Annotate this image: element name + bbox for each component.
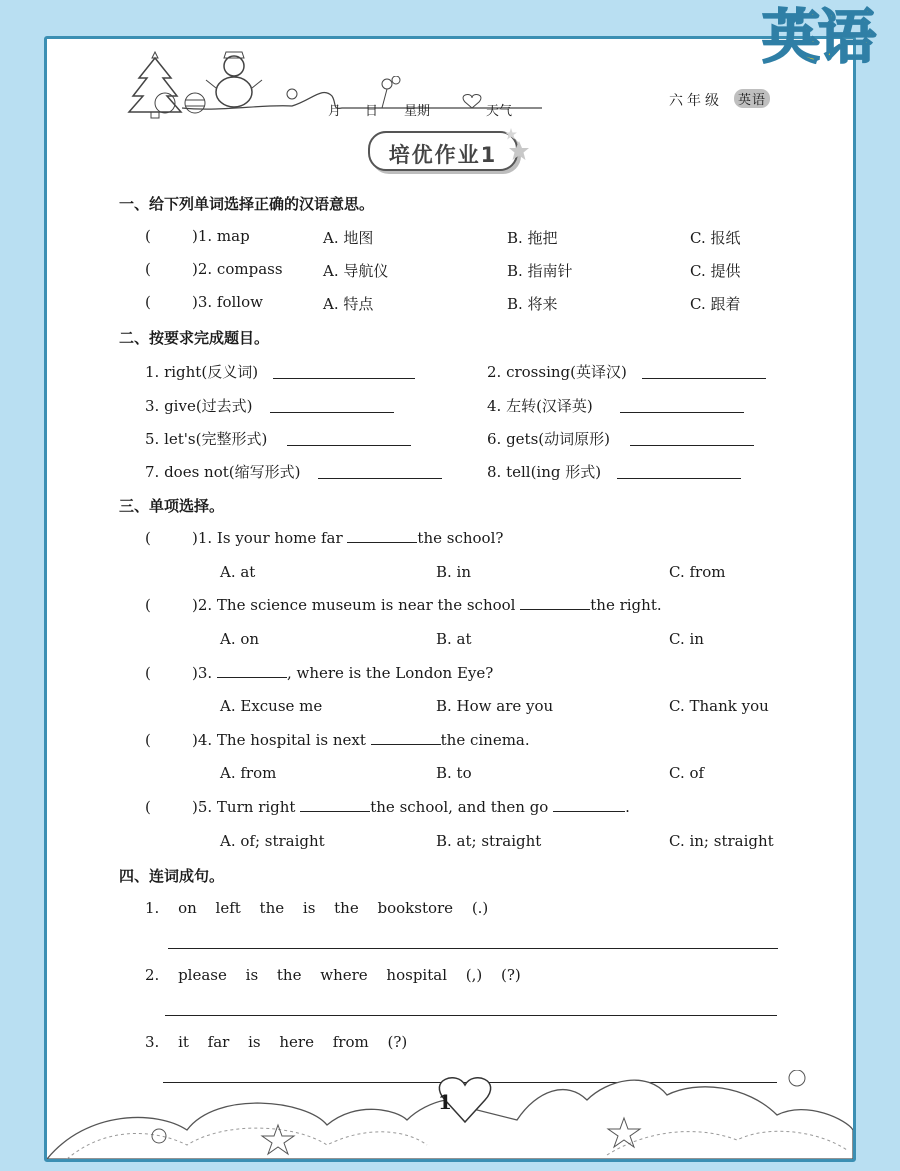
page-title: 培优作业1 <box>388 143 498 167</box>
grade-subject: 英语 <box>734 89 770 108</box>
answer-bracket[interactable]: ( <box>145 227 151 245</box>
question-text: )5. Turn right the school, and then go . <box>192 798 630 816</box>
task-text: 8. tell(ing 形式) <box>487 463 602 481</box>
answer-line[interactable] <box>642 378 766 379</box>
section2-heading: 二、按要求完成题目。 <box>119 329 270 347</box>
section1-heading: 一、给下列单词选择正确的汉语意思。 <box>119 195 375 213</box>
answer-line[interactable] <box>617 478 741 479</box>
option-a[interactable]: A. 地图 <box>323 229 374 247</box>
option-a[interactable]: A. of; straight <box>220 832 325 850</box>
word-order-task: 2. please is the where hospital (,) (?) <box>145 966 521 984</box>
answer-line[interactable] <box>270 412 394 413</box>
option-a[interactable]: A. 导航仪 <box>323 262 389 280</box>
answer-bracket[interactable]: ( <box>145 731 151 749</box>
answer-bracket[interactable]: ( <box>145 596 151 614</box>
footer-clouds-decoration <box>47 1070 853 1159</box>
option-c[interactable]: C. in; straight <box>669 832 774 850</box>
option-c[interactable]: C. Thank you <box>669 697 769 715</box>
question-text: )3. follow <box>192 293 263 311</box>
fill-blank[interactable] <box>520 597 590 610</box>
fill-blank[interactable] <box>553 799 625 812</box>
answer-bracket[interactable]: ( <box>145 664 151 682</box>
question-text: )3. , where is the London Eye? <box>192 664 494 682</box>
answer-bracket[interactable]: ( <box>145 529 151 547</box>
option-b[interactable]: B. to <box>436 764 472 782</box>
option-c[interactable]: C. 报纸 <box>690 229 741 247</box>
option-b[interactable]: B. 拖把 <box>507 229 558 247</box>
question-text: )4. The hospital is next the cinema. <box>192 731 530 749</box>
answer-bracket[interactable]: ( <box>145 260 151 278</box>
answer-bracket[interactable]: ( <box>145 293 151 311</box>
answer-line[interactable] <box>318 478 442 479</box>
option-b[interactable]: B. 指南针 <box>507 262 573 280</box>
option-a[interactable]: A. from <box>220 764 277 782</box>
question-text: )2. compass <box>192 260 283 278</box>
word-order-task: 3. it far is here from (?) <box>145 1033 408 1051</box>
date-weekday: 星期 <box>404 104 431 119</box>
answer-line[interactable] <box>165 1015 777 1016</box>
option-a[interactable]: A. at <box>220 563 256 581</box>
answer-line[interactable] <box>620 412 744 413</box>
option-c[interactable]: C. of <box>669 764 705 782</box>
word-order-task: 1. on left the is the bookstore (.) <box>145 899 489 917</box>
option-b[interactable]: B. in <box>436 563 472 581</box>
grade-subject-badge <box>734 89 770 108</box>
option-c[interactable]: C. 跟着 <box>690 295 741 313</box>
answer-line[interactable] <box>273 378 415 379</box>
answer-bracket[interactable]: ( <box>145 798 151 816</box>
option-c[interactable]: C. from <box>669 563 726 581</box>
fill-blank[interactable] <box>347 530 417 543</box>
answer-line[interactable] <box>287 445 411 446</box>
task-text: 2. crossing(英译汉) <box>487 363 627 381</box>
section4-heading: 四、连词成句。 <box>119 867 225 885</box>
grade-label: 六年级 <box>669 93 723 109</box>
fill-blank[interactable] <box>371 732 441 745</box>
question-text: )1. map <box>192 227 250 245</box>
subject-badge: 英语 <box>761 3 874 71</box>
task-text: 1. right(反义词) <box>145 363 259 381</box>
question-text: )1. Is your home far the school? <box>192 529 504 547</box>
date-month: 月 <box>328 104 342 119</box>
answer-line[interactable] <box>168 948 778 949</box>
option-c[interactable]: C. 提供 <box>690 262 741 280</box>
fill-blank[interactable] <box>300 799 370 812</box>
page-number: 1 <box>438 1090 452 1114</box>
star-icon <box>508 140 530 162</box>
option-b[interactable]: B. at; straight <box>436 832 542 850</box>
task-text: 6. gets(动词原形) <box>487 430 610 448</box>
option-c[interactable]: C. in <box>669 630 704 648</box>
option-a[interactable]: A. on <box>220 630 260 648</box>
option-a[interactable]: A. Excuse me <box>220 697 323 715</box>
fill-blank[interactable] <box>217 665 287 678</box>
option-b[interactable]: B. How are you <box>436 697 554 715</box>
answer-line[interactable] <box>630 445 754 446</box>
title-box <box>368 131 518 171</box>
weather-label: 天气 <box>486 104 513 119</box>
option-b[interactable]: B. 将来 <box>507 295 558 313</box>
option-a[interactable]: A. 特点 <box>323 295 374 313</box>
option-b[interactable]: B. at <box>436 630 472 648</box>
task-text: 3. give(过去式) <box>145 397 253 415</box>
task-text: 4. 左转(汉译英) <box>487 397 593 415</box>
task-text: 7. does not(缩写形式) <box>145 463 301 481</box>
small-star-icon <box>505 128 517 140</box>
section3-heading: 三、单项选择。 <box>119 497 225 515</box>
date-day: 日 <box>365 104 379 119</box>
question-text: )2. The science museum is near the school the right. <box>192 596 662 614</box>
task-text: 5. let's(完整形式) <box>145 430 268 448</box>
